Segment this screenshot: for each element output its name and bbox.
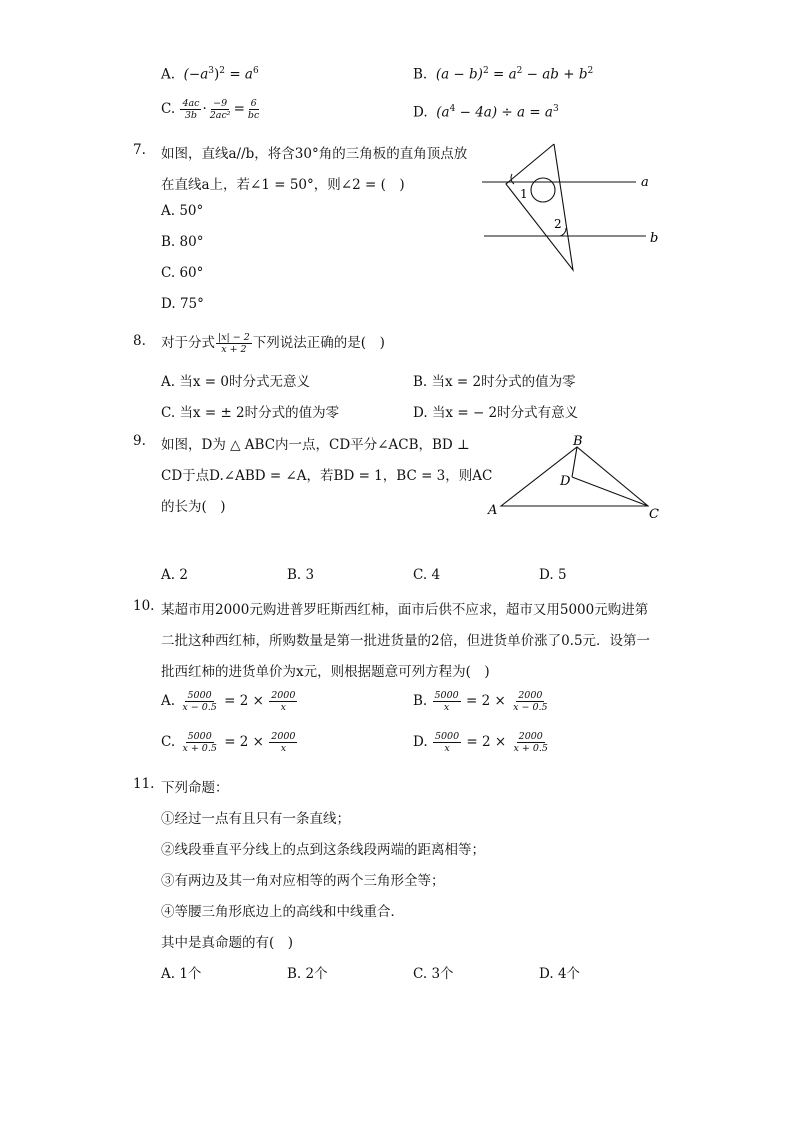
q10-option-a[interactable]: A. $\frac{5000}{x - 0.5}$ = 2 × $\frac{2000}{x}$ bbox=[161, 690, 296, 713]
q11-intro: 下列命题： bbox=[161, 780, 229, 796]
q8-option-a[interactable]: A. 当x = 0时分式无意义 bbox=[161, 374, 310, 390]
q7-option-c[interactable]: C. 60° bbox=[161, 265, 204, 281]
q11-item-2: ②线段垂直平分线上的点到这条线段两端的距离相等； bbox=[161, 842, 485, 858]
segment-cd bbox=[572, 477, 648, 506]
fraction: $\frac{6}{bc}$ bbox=[247, 98, 260, 121]
fraction: $\frac{5000}{x}$ bbox=[434, 690, 459, 713]
q7-text-line1: 如图，直线a//b，将含30°角的三角板的直角顶点放 bbox=[161, 146, 468, 162]
fraction: $\frac{2000}{x + 0.5}$ bbox=[513, 731, 548, 754]
q7-text-line2: 在直线a上，若∠1 = 50°，则∠2 = ( ) bbox=[161, 177, 405, 193]
q9-text-line3: 的长为( ) bbox=[161, 499, 226, 515]
label-D: D bbox=[560, 474, 571, 489]
fraction: $\frac{2000}{x}$ bbox=[271, 731, 296, 754]
q11-question: 其中是真命题的有( ) bbox=[161, 935, 294, 951]
q11-item-3: ③有两边及其一角对应相等的两个三角形全等； bbox=[161, 873, 445, 889]
q9-option-c[interactable]: C. 4 bbox=[413, 567, 441, 583]
q9-text-line1: 如图，D为 △ ABC内一点，CD平分∠ACB，BD ⊥ bbox=[161, 437, 470, 453]
label-a: a bbox=[641, 175, 649, 190]
q8-option-b[interactable]: B. 当x = 2时分式的值为零 bbox=[413, 374, 576, 390]
triangle-ruler bbox=[506, 144, 573, 270]
q10-text-line2: 二批这种西红柿，所购数量是第一批进货量的2倍，但进货单价涨了0.5元．设第一 bbox=[161, 633, 651, 649]
q10-text-line3: 批西红柿的进货单价为x元，则根据题意可列方程为( ) bbox=[161, 664, 490, 680]
q11-item-4: ④等腰三角形底边上的高线和中线重合． bbox=[161, 904, 404, 920]
q8-option-c[interactable]: C. 当x = ± 2时分式的值为零 bbox=[161, 405, 340, 421]
q7-figure bbox=[478, 140, 668, 274]
q6-option-b[interactable]: B. $(a - b)^2 = a^2$ − ab + $b^2$ bbox=[413, 66, 594, 83]
q10-option-c[interactable]: C. $\frac{5000}{x + 0.5}$ = 2 × $\frac{2000}{x}$ bbox=[161, 731, 296, 754]
q6-option-c[interactable]: C. $\frac{4ac}{3b}$ · $\frac{-9}{\text{2ac²}}$ = $\frac{6}{bc}$ bbox=[161, 98, 260, 121]
q8-number: 8. bbox=[133, 333, 146, 349]
q11-item-1: ①经过一点有且只有一条直线； bbox=[161, 811, 350, 827]
fraction: $\frac{5000}{x}$ bbox=[434, 731, 460, 754]
label-angle-2: 2 bbox=[554, 217, 562, 231]
q9-option-b[interactable]: B. 3 bbox=[287, 567, 315, 583]
q10-text-line1: 某超市用2000元购进普罗旺斯西红柿，面市后供不应求，超市又用5000元购进第 bbox=[161, 602, 649, 618]
q9-option-d[interactable]: D. 5 bbox=[539, 567, 567, 583]
q11-option-b[interactable]: B. 2个 bbox=[287, 966, 328, 982]
fraction: $\frac{2000}{x - 0.5}$ bbox=[513, 690, 548, 713]
q7-option-b[interactable]: B. 80° bbox=[161, 234, 204, 250]
fraction: $\frac{5000}{x + 0.5}$ bbox=[182, 731, 217, 754]
q6-option-a[interactable]: A. $(-a^3)^2 = a^6$ bbox=[161, 66, 259, 83]
q8-text: 对于分式 $\frac{|x| - 2}{x + 2}$ 下列说法正确的是( ) bbox=[161, 332, 385, 355]
fraction: $\frac{4ac}{3b}$ bbox=[182, 98, 200, 121]
q9-number: 9. bbox=[133, 433, 146, 449]
q11-option-d[interactable]: D. 4个 bbox=[539, 966, 581, 982]
q7-option-d[interactable]: D. 75° bbox=[161, 296, 204, 312]
q10-number: 10. bbox=[133, 598, 155, 614]
fraction: $\frac{-9}{\text{2ac²}}$ bbox=[209, 98, 231, 121]
label-angle-1: 1 bbox=[520, 187, 528, 201]
q9-option-a[interactable]: A. 2 bbox=[161, 567, 188, 583]
label-b: b bbox=[650, 231, 659, 246]
label-C: C bbox=[649, 507, 659, 522]
label-B: B bbox=[573, 434, 583, 449]
segment-bd bbox=[572, 447, 577, 477]
q7-option-a[interactable]: A. 50° bbox=[161, 203, 204, 219]
fraction: $\frac{|x| - 2}{x + 2}$ bbox=[218, 332, 250, 355]
fraction: $\frac{2000}{x}$ bbox=[271, 690, 296, 713]
q6-option-d[interactable]: D. $(a^4 - 4a) \div a = a^3$ bbox=[413, 104, 559, 121]
q11-option-a[interactable]: A. 1个 bbox=[161, 966, 202, 982]
q11-option-c[interactable]: C. 3个 bbox=[413, 966, 454, 982]
q11-number: 11. bbox=[133, 776, 155, 792]
q8-option-d[interactable]: D. 当x = − 2时分式有意义 bbox=[413, 405, 579, 421]
fraction: $\frac{5000}{x - 0.5}$ bbox=[182, 690, 217, 713]
q10-option-b[interactable]: B. $\frac{5000}{x}$ = 2 × $\frac{2000}{x - 0.5}$ bbox=[413, 690, 548, 713]
q9-figure bbox=[484, 430, 664, 522]
q10-option-d[interactable]: D. $\frac{5000}{x}$ = 2 × $\frac{2000}{x + 0.5}$ bbox=[413, 731, 548, 754]
label-A: A bbox=[488, 503, 498, 518]
q9-text-line2: CD于点D.∠ABD = ∠A，若BD = 1，BC = 3，则AC bbox=[161, 468, 493, 484]
q7-number: 7. bbox=[133, 142, 146, 158]
